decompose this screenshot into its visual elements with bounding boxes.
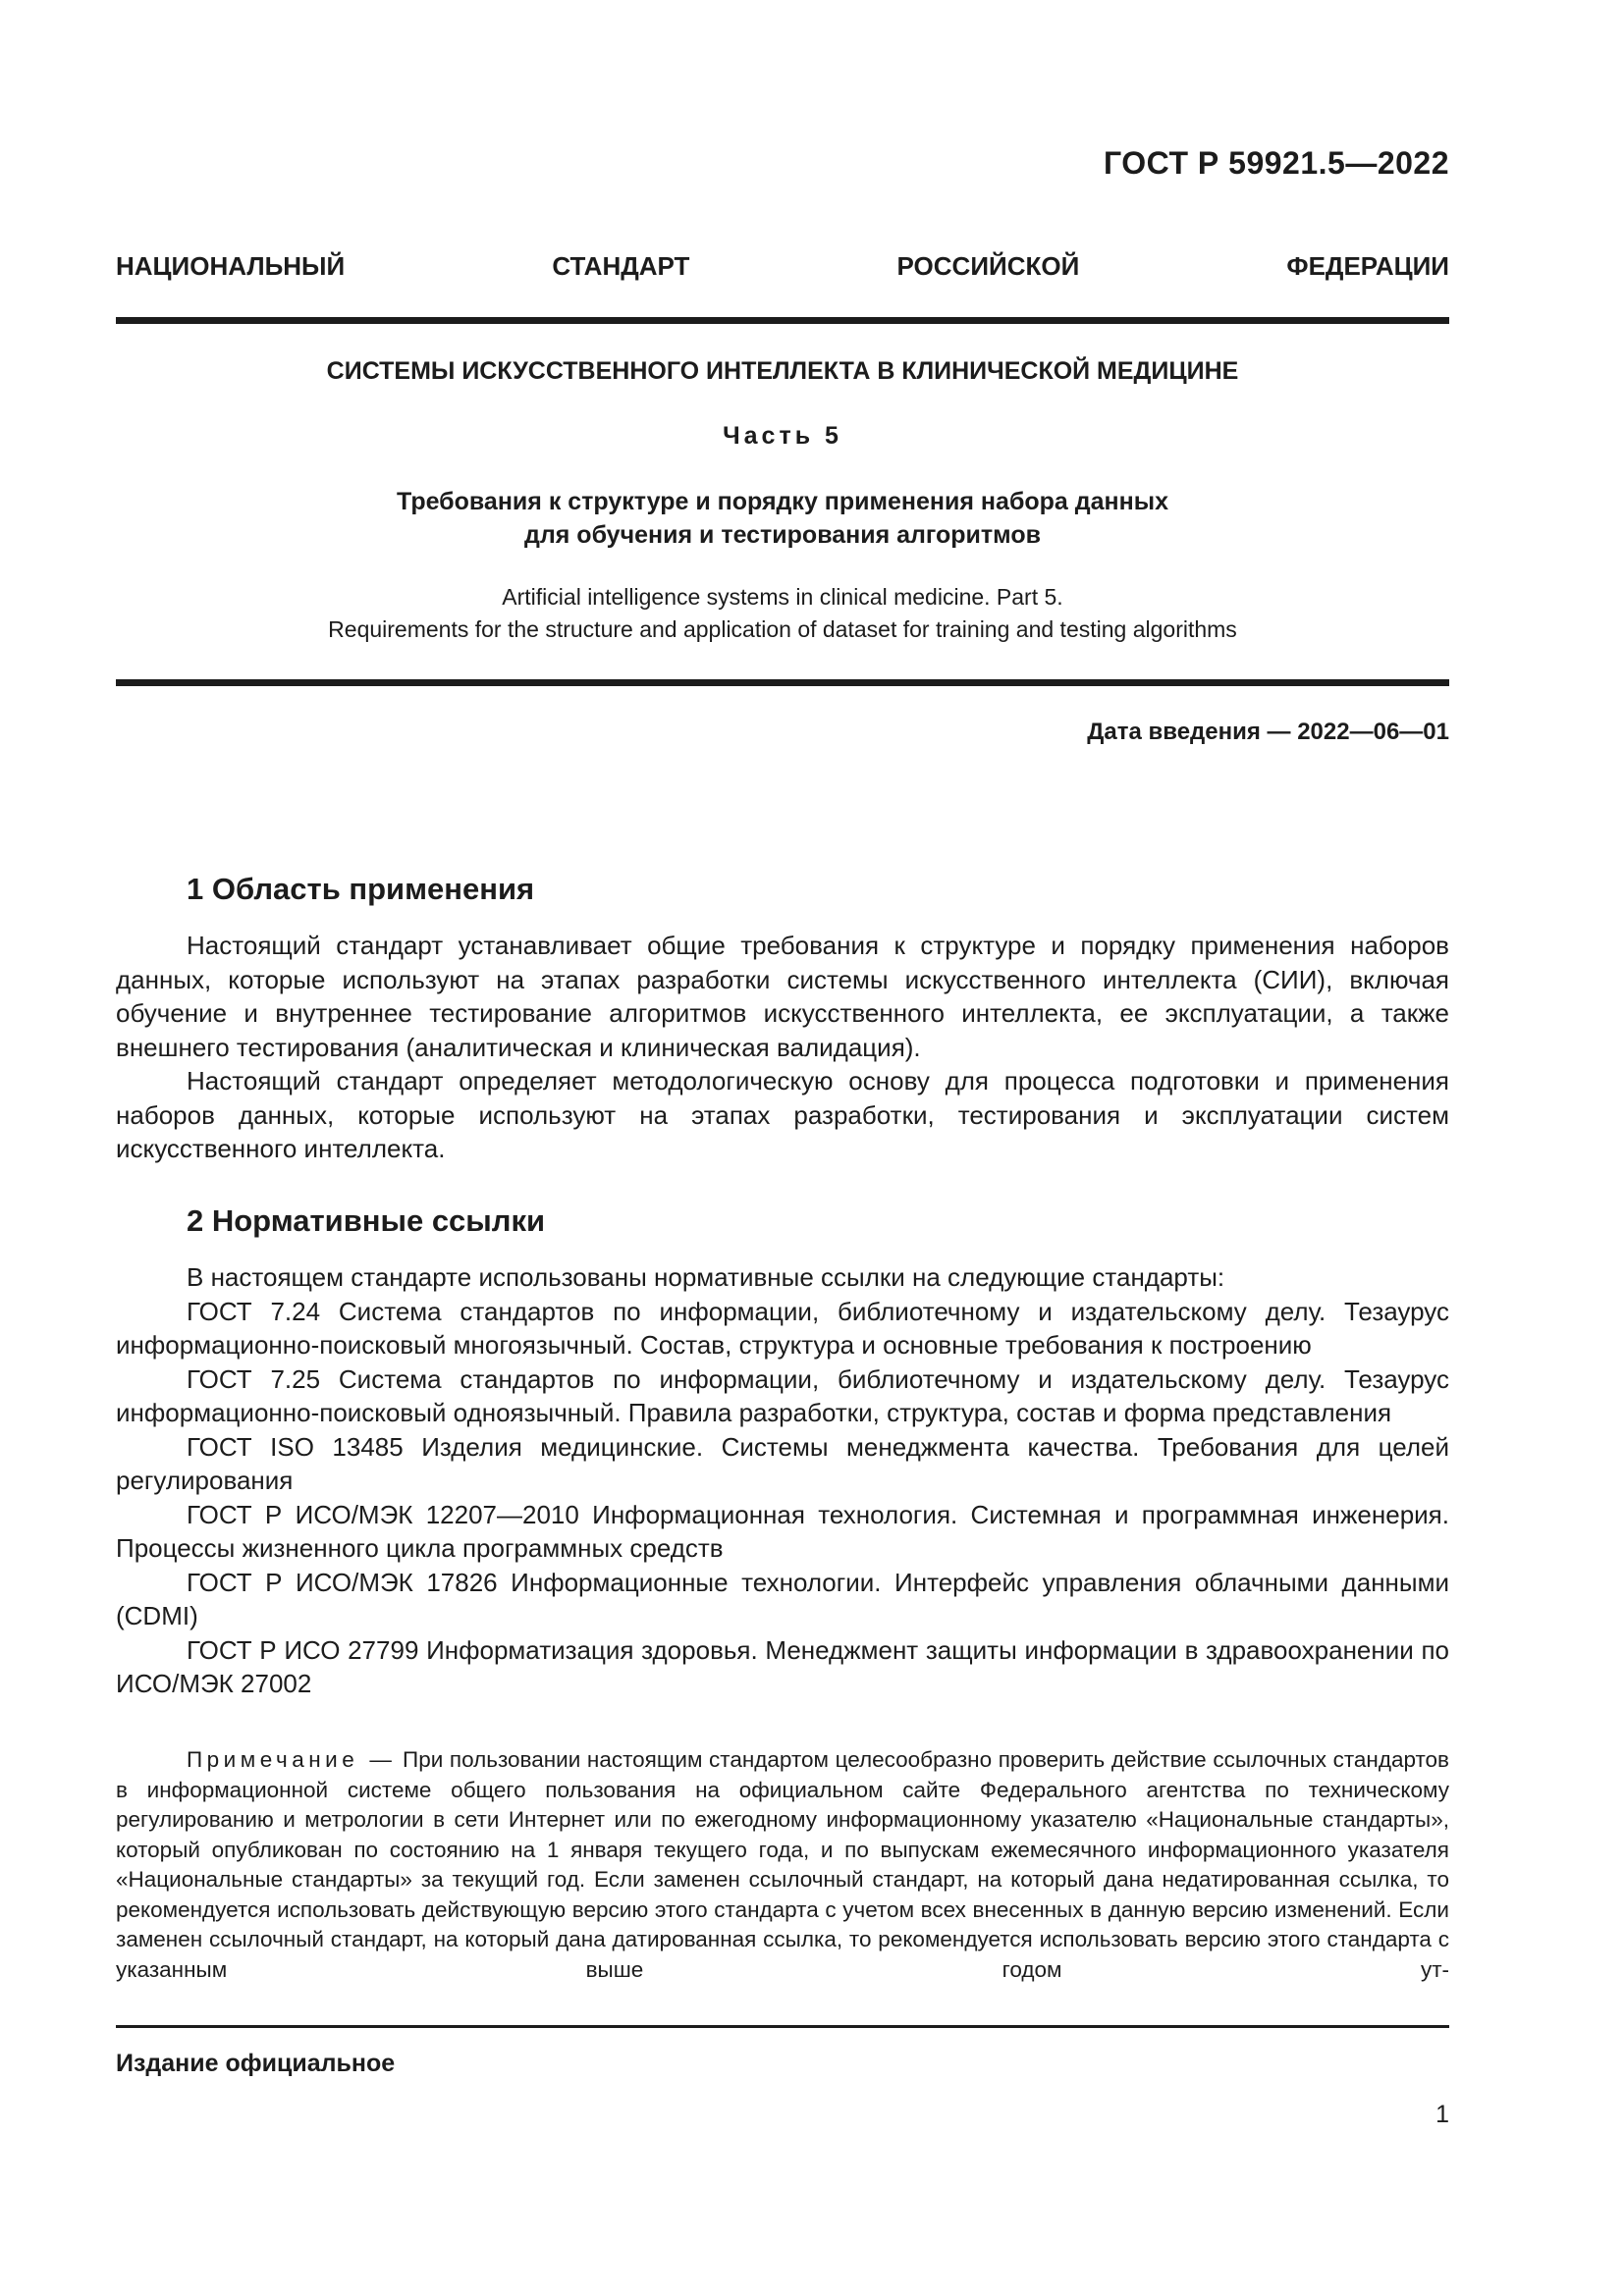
section-1-body (116, 929, 1449, 1166)
banner-word: ФЕДЕРАЦИИ (1286, 251, 1449, 281)
english-title-line: Artificial intelligence systems in clinical medicine. Part 5. (502, 584, 1063, 610)
banner-word: РОССИЙСКОЙ (896, 251, 1080, 281)
edition-label: Издание официальное (116, 2050, 396, 2077)
english-title-line: Requirements for the structure and application of dataset for training and testing algorithms (328, 616, 1237, 642)
note-paragraph (116, 1745, 1449, 1985)
document-subtitle (116, 485, 1449, 552)
section-1-heading: 1 Область применения (187, 872, 535, 906)
header-divider (116, 317, 1449, 324)
standard-number: ГОСТ Р 59921.5—2022 (1104, 145, 1449, 181)
reference-item: ГОСТ ISO 13485 Изделия медицинские. Системы менеджмента качества. Требования для целей регулирования (116, 1431, 1449, 1495)
footer-divider (116, 2025, 1449, 2028)
paragraph: В настоящем стандарте использованы нормативные ссылки на следующие стандарты: (187, 1262, 1225, 1292)
reference-item: ГОСТ 7.25 Система стандартов по информации, библиотечному и издательскому делу. Тезаурус информационно-поисковый одноязычный. Правила разработки, структура, состав и форма представления (116, 1363, 1449, 1427)
subtitle-line: Требования к структуре и порядку применения набора данных (397, 488, 1168, 515)
title-divider (116, 679, 1449, 686)
paragraph: Настоящий стандарт определяет методологическую основу для процесса подготовки и применения наборов данных, которые используют на этапах разработки, тестирования и эксплуатации систем искусственного интеллекта. (116, 1066, 1449, 1163)
banner-word: СТАНДАРТ (552, 251, 690, 281)
national-standard-banner (116, 251, 1449, 282)
note-label: Примечание — (187, 1747, 397, 1772)
reference-item: ГОСТ Р ИСО/МЭК 17826 Информационные технологии. Интерфейс управления облачными данными (CDMI) (116, 1567, 1449, 1630)
reference-item: ГОСТ Р ИСО/МЭК 12207—2010 Информационная технология. Системная и программная инженерия. Процессы жизненного цикла программных средств (116, 1499, 1449, 1563)
reference-item: ГОСТ Р ИСО 27799 Информатизация здоровья. Менеджмент защиты информации в здравоохранении по ИСО/МЭК 27002 (116, 1634, 1449, 1698)
note-text: При пользовании настоящим стандартом целесообразно проверить действие ссылочных стандартов в информационной системе общего пользования на официальном сайте Федерального агентства по техническому регулированию и метрологии в сети Интернет или по ежегодному информационному указателю «Национальные стандарты», который опубликован по состоянию на 1 января текущего года, и по выпускам ежемесячного информационного указателя «Национальные стандарты» за текущий год. Если заменен ссылочный стандарт, на который дана недатированная ссылка, то рекомендуется использовать действующую версию этого стандарта с учетом всех внесенных в данную версию изменений. Если заменен ссылочный стандарт, на который дана датированная ссылка, то рекомендуется использовать версию этого стандарта с указанным выше годом ут- (116, 1747, 1450, 1982)
banner-word: НАЦИОНАЛЬНЫЙ (116, 251, 346, 281)
subtitle-line: для обучения и тестирования алгоритмов (524, 521, 1041, 549)
section-2-heading: 2 Нормативные ссылки (187, 1203, 546, 1238)
introduction-date: Дата введения — 2022—06—01 (1087, 719, 1449, 745)
reference-item: ГОСТ 7.24 Система стандартов по информации, библиотечному и издательскому делу. Тезаурус информационно-поисковый многоязычный. Состав, структура и основные требования к построению (116, 1296, 1449, 1360)
english-title (116, 581, 1449, 646)
note-block (116, 1745, 1449, 1985)
part-number: Часть 5 (723, 422, 842, 450)
page-number: 1 (1435, 2101, 1449, 2128)
document-title: СИСТЕМЫ ИСКУССТВЕННОГО ИНТЕЛЛЕКТА В КЛИНИЧЕСКОЙ МЕДИЦИНЕ (326, 357, 1239, 385)
paragraph: Настоящий стандарт устанавливает общие требования к структуре и порядку применения наборов данных, которые используют на этапах разработки системы искусственного интеллекта (СИИ), включая обучение и внутреннее тестирование алгоритмов искусственного интеллекта, ее эксплуатации, а также внешнего тестирования (аналитическая и клиническая валидация). (116, 931, 1449, 1062)
section-2-body (116, 1260, 1449, 1701)
